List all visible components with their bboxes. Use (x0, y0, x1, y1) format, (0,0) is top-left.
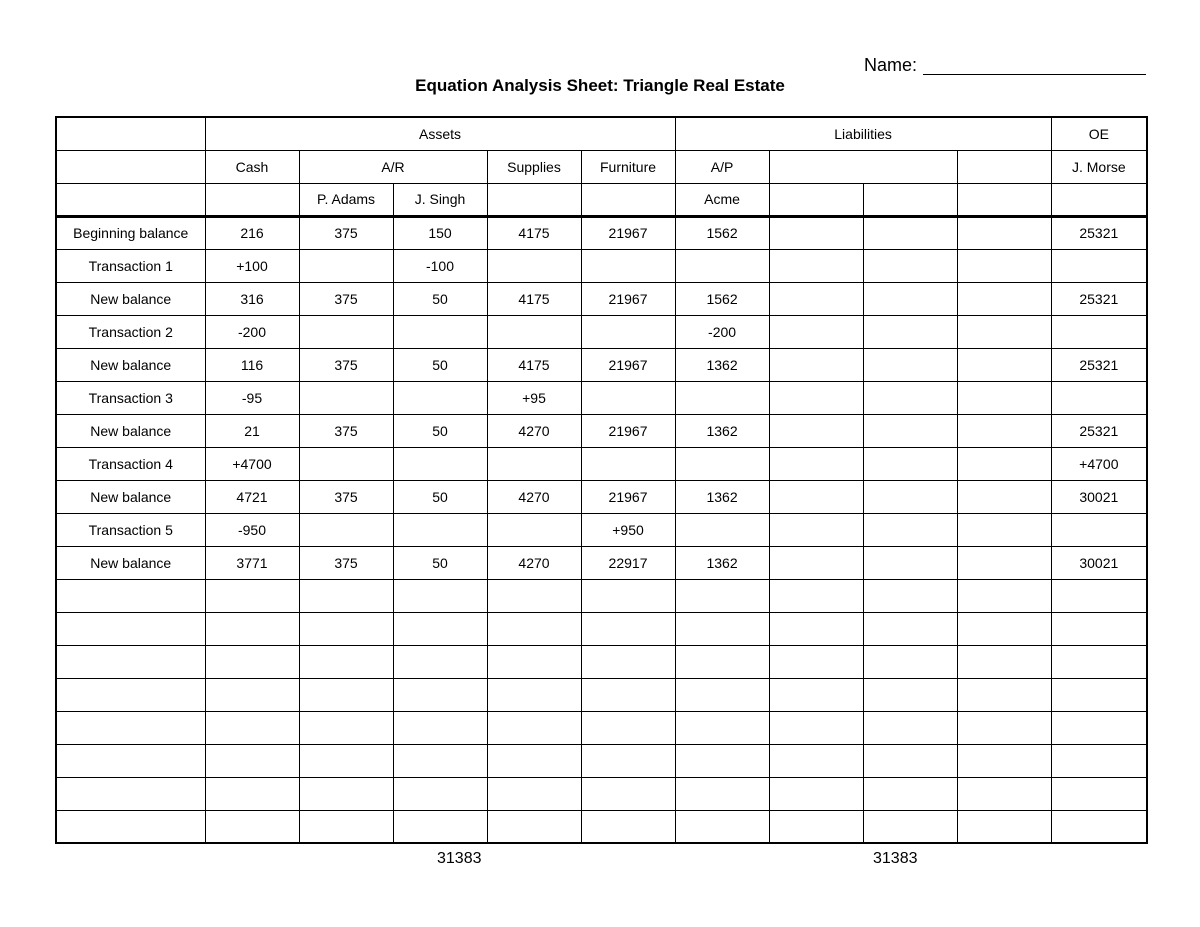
liabilities-oe-total: 31383 (873, 850, 918, 867)
liability-2-cell (769, 348, 863, 381)
liability-2-cell[interactable] (769, 678, 863, 711)
table-row (56, 612, 1147, 645)
furniture-cell: 21967 (581, 216, 675, 249)
cash-cell: 21 (205, 414, 299, 447)
owner-cell[interactable] (1051, 777, 1147, 810)
j-singh-cell: 50 (393, 480, 487, 513)
liability-header-blank (957, 150, 1051, 183)
cash-cell: 316 (205, 282, 299, 315)
empty-header-cell (863, 183, 957, 216)
liability-2-cell (769, 480, 863, 513)
owner-cell: 30021 (1051, 546, 1147, 579)
cash-cell: +4700 (205, 447, 299, 480)
acme-header: Acme (675, 183, 769, 216)
p-adams-cell: 375 (299, 546, 393, 579)
liability-3-cell (863, 348, 957, 381)
liability-3-cell (863, 282, 957, 315)
acme-cell[interactable] (675, 579, 769, 612)
liability-4-cell (957, 216, 1051, 249)
liability-header-blank (769, 150, 957, 183)
empty-header-cell (769, 183, 863, 216)
j-singh-cell (393, 513, 487, 546)
liability-4-cell (957, 315, 1051, 348)
assets-group-header: Assets (205, 117, 675, 150)
liability-2-cell[interactable] (769, 810, 863, 843)
acme-cell[interactable] (675, 678, 769, 711)
column-header-row (56, 150, 1147, 183)
cash-cell: -95 (205, 381, 299, 414)
acme-cell[interactable] (675, 744, 769, 777)
liability-2-cell[interactable] (769, 645, 863, 678)
liability-2-cell[interactable] (769, 777, 863, 810)
liability-2-cell[interactable] (769, 579, 863, 612)
owner-cell: 25321 (1051, 348, 1147, 381)
j-singh-cell[interactable] (393, 711, 487, 744)
acme-cell: 1362 (675, 348, 769, 381)
p-adams-cell[interactable] (299, 645, 393, 678)
page-title: Equation Analysis Sheet: Triangle Real Estate (415, 76, 785, 95)
owner-header: J. Morse (1051, 150, 1147, 183)
row-label-cell: New balance (56, 348, 205, 381)
acme-cell (675, 513, 769, 546)
furniture-cell: 21967 (581, 348, 675, 381)
liability-3-cell (863, 381, 957, 414)
liability-3-cell (863, 480, 957, 513)
p-adams-cell: 375 (299, 216, 393, 249)
furniture-cell[interactable] (581, 711, 675, 744)
owner-cell (1051, 513, 1147, 546)
table-row (56, 381, 1147, 414)
acme-cell[interactable] (675, 777, 769, 810)
liability-3-cell (863, 447, 957, 480)
table-row (56, 645, 1147, 678)
liability-4-cell[interactable] (957, 711, 1051, 744)
acme-cell (675, 381, 769, 414)
row-label-cell: New balance (56, 546, 205, 579)
p-adams-cell[interactable] (299, 612, 393, 645)
supplies-cell: 4175 (487, 216, 581, 249)
p-adams-cell[interactable] (299, 810, 393, 843)
owner-cell (1051, 249, 1147, 282)
j-singh-cell: 50 (393, 546, 487, 579)
liability-3-cell[interactable] (863, 678, 957, 711)
table-row (56, 810, 1147, 843)
cash-cell[interactable] (205, 645, 299, 678)
cash-cell: -200 (205, 315, 299, 348)
ar-header: A/R (299, 150, 487, 183)
row-label-cell: Transaction 3 (56, 381, 205, 414)
furniture-cell: 21967 (581, 282, 675, 315)
p-adams-cell: 375 (299, 480, 393, 513)
acme-cell (675, 249, 769, 282)
liability-3-cell (863, 216, 957, 249)
liability-4-cell[interactable] (957, 579, 1051, 612)
supplies-cell (487, 249, 581, 282)
supplies-cell: 4175 (487, 348, 581, 381)
liability-2-cell (769, 513, 863, 546)
liability-3-cell[interactable] (863, 612, 957, 645)
supplies-cell: 4270 (487, 414, 581, 447)
liabilities-group-header: Liabilities (675, 117, 1051, 150)
row-label-cell: Transaction 2 (56, 315, 205, 348)
table-row (56, 711, 1147, 744)
row-label-cell[interactable] (56, 645, 205, 678)
liability-2-cell[interactable] (769, 711, 863, 744)
furniture-cell[interactable] (581, 777, 675, 810)
liability-3-cell[interactable] (863, 711, 957, 744)
supplies-header: Supplies (487, 150, 581, 183)
table-row (56, 249, 1147, 282)
furniture-cell[interactable] (581, 579, 675, 612)
empty-header-cell (56, 150, 205, 183)
j-singh-cell[interactable] (393, 579, 487, 612)
row-label-cell: New balance (56, 480, 205, 513)
liability-4-cell (957, 282, 1051, 315)
empty-header-cell (205, 183, 299, 216)
supplies-cell[interactable] (487, 645, 581, 678)
liability-2-cell (769, 381, 863, 414)
row-label-cell[interactable] (56, 777, 205, 810)
cash-cell: -950 (205, 513, 299, 546)
furniture-cell[interactable] (581, 678, 675, 711)
owner-cell (1051, 381, 1147, 414)
j-singh-cell: 50 (393, 348, 487, 381)
supplies-cell: 4175 (487, 282, 581, 315)
liability-4-cell[interactable] (957, 777, 1051, 810)
corner-cell (56, 117, 205, 150)
liability-4-cell (957, 249, 1051, 282)
owner-cell: 25321 (1051, 216, 1147, 249)
p-adams-cell (299, 315, 393, 348)
furniture-cell (581, 381, 675, 414)
cash-cell[interactable] (205, 579, 299, 612)
j-singh-cell (393, 315, 487, 348)
j-singh-cell[interactable] (393, 678, 487, 711)
row-label-cell[interactable] (56, 678, 205, 711)
row-label-cell: New balance (56, 414, 205, 447)
p-adams-cell (299, 381, 393, 414)
table-row (56, 777, 1147, 810)
liability-3-cell (863, 546, 957, 579)
table-row (56, 414, 1147, 447)
p-adams-cell: 375 (299, 348, 393, 381)
liability-3-cell[interactable] (863, 744, 957, 777)
p-adams-cell (299, 447, 393, 480)
furniture-cell: +950 (581, 513, 675, 546)
row-label-cell: Transaction 4 (56, 447, 205, 480)
liability-3-cell[interactable] (863, 777, 957, 810)
owner-cell[interactable] (1051, 744, 1147, 777)
table-row (56, 216, 1147, 249)
supplies-cell: 4270 (487, 546, 581, 579)
liability-2-cell (769, 447, 863, 480)
acme-cell[interactable] (675, 645, 769, 678)
row-label-cell[interactable] (56, 612, 205, 645)
owner-cell[interactable] (1051, 579, 1147, 612)
table-row (56, 546, 1147, 579)
liability-2-cell (769, 315, 863, 348)
cash-cell: 3771 (205, 546, 299, 579)
empty-header-cell (1051, 183, 1147, 216)
liability-4-cell (957, 546, 1051, 579)
table-row (56, 348, 1147, 381)
liability-2-cell (769, 216, 863, 249)
p-adams-cell[interactable] (299, 744, 393, 777)
liability-2-cell[interactable] (769, 612, 863, 645)
cash-cell[interactable] (205, 678, 299, 711)
liability-4-cell[interactable] (957, 744, 1051, 777)
j-singh-cell[interactable] (393, 612, 487, 645)
p-adams-cell: 375 (299, 414, 393, 447)
liability-2-cell (769, 546, 863, 579)
supplies-cell[interactable] (487, 777, 581, 810)
table-row (56, 678, 1147, 711)
group-header-row (56, 117, 1147, 150)
p-adams-cell[interactable] (299, 777, 393, 810)
liability-4-cell (957, 447, 1051, 480)
liability-4-cell[interactable] (957, 612, 1051, 645)
liability-4-cell (957, 381, 1051, 414)
p-adams-cell[interactable] (299, 579, 393, 612)
owner-cell (1051, 315, 1147, 348)
owner-cell[interactable] (1051, 612, 1147, 645)
liability-3-cell[interactable] (863, 810, 957, 843)
p-adams-cell[interactable] (299, 678, 393, 711)
furniture-cell: 21967 (581, 414, 675, 447)
furniture-cell (581, 447, 675, 480)
acme-cell[interactable] (675, 711, 769, 744)
furniture-cell (581, 249, 675, 282)
cash-header: Cash (205, 150, 299, 183)
cash-cell: +100 (205, 249, 299, 282)
table-row (56, 282, 1147, 315)
cash-cell[interactable] (205, 711, 299, 744)
oe-group-header: OE (1051, 117, 1147, 150)
p-adams-header: P. Adams (299, 183, 393, 216)
supplies-cell[interactable] (487, 579, 581, 612)
supplies-cell (487, 447, 581, 480)
liability-4-cell[interactable] (957, 810, 1051, 843)
supplies-cell[interactable] (487, 678, 581, 711)
owner-cell: 30021 (1051, 480, 1147, 513)
table-row (56, 315, 1147, 348)
owner-cell[interactable] (1051, 810, 1147, 843)
owner-cell: 25321 (1051, 414, 1147, 447)
liability-4-cell[interactable] (957, 645, 1051, 678)
table-row (56, 447, 1147, 480)
furniture-cell: 21967 (581, 480, 675, 513)
cash-cell[interactable] (205, 777, 299, 810)
assets-total: 31383 (437, 850, 482, 867)
cash-cell: 116 (205, 348, 299, 381)
j-singh-cell[interactable] (393, 810, 487, 843)
owner-cell: 25321 (1051, 282, 1147, 315)
row-label-cell[interactable] (56, 579, 205, 612)
j-singh-cell: 50 (393, 414, 487, 447)
j-singh-cell[interactable] (393, 645, 487, 678)
row-label-cell: New balance (56, 282, 205, 315)
acme-cell: 1562 (675, 216, 769, 249)
supplies-cell[interactable] (487, 711, 581, 744)
furniture-cell[interactable] (581, 645, 675, 678)
table-row (56, 744, 1147, 777)
furniture-cell[interactable] (581, 612, 675, 645)
owner-cell[interactable] (1051, 711, 1147, 744)
acme-cell: 1362 (675, 546, 769, 579)
liability-4-cell[interactable] (957, 678, 1051, 711)
acme-cell[interactable] (675, 810, 769, 843)
p-adams-cell[interactable] (299, 711, 393, 744)
acme-cell[interactable] (675, 612, 769, 645)
subcolumn-header-row (56, 183, 1147, 216)
j-singh-cell[interactable] (393, 744, 487, 777)
liability-2-cell (769, 282, 863, 315)
furniture-cell[interactable] (581, 810, 675, 843)
liability-3-cell[interactable] (863, 645, 957, 678)
empty-header-cell (487, 183, 581, 216)
p-adams-cell: 375 (299, 282, 393, 315)
liability-4-cell (957, 480, 1051, 513)
cash-cell[interactable] (205, 810, 299, 843)
table-row (56, 513, 1147, 546)
liability-3-cell (863, 513, 957, 546)
j-singh-cell (393, 381, 487, 414)
j-singh-cell[interactable] (393, 777, 487, 810)
liability-2-cell (769, 414, 863, 447)
empty-header-cell (581, 183, 675, 216)
j-singh-cell: 150 (393, 216, 487, 249)
row-label-cell: Transaction 1 (56, 249, 205, 282)
liability-3-cell (863, 249, 957, 282)
j-singh-cell: -100 (393, 249, 487, 282)
supplies-cell[interactable] (487, 744, 581, 777)
j-singh-header: J. Singh (393, 183, 487, 216)
acme-cell: 1562 (675, 282, 769, 315)
supplies-cell (487, 315, 581, 348)
acme-cell (675, 447, 769, 480)
liability-4-cell (957, 513, 1051, 546)
liability-2-cell (769, 249, 863, 282)
furniture-cell (581, 315, 675, 348)
supplies-cell (487, 513, 581, 546)
liability-3-cell (863, 315, 957, 348)
j-singh-cell (393, 447, 487, 480)
owner-cell: +4700 (1051, 447, 1147, 480)
row-label-cell: Transaction 5 (56, 513, 205, 546)
row-label-cell[interactable] (56, 810, 205, 843)
row-label-cell[interactable] (56, 711, 205, 744)
cash-cell: 216 (205, 216, 299, 249)
ap-header: A/P (675, 150, 769, 183)
supplies-cell[interactable] (487, 810, 581, 843)
furniture-cell: 22917 (581, 546, 675, 579)
owner-cell[interactable] (1051, 645, 1147, 678)
cash-cell[interactable] (205, 612, 299, 645)
p-adams-cell (299, 513, 393, 546)
cash-cell: 4721 (205, 480, 299, 513)
acme-cell: 1362 (675, 414, 769, 447)
p-adams-cell (299, 249, 393, 282)
furniture-header: Furniture (581, 150, 675, 183)
row-label-cell[interactable] (56, 744, 205, 777)
row-label-cell: Beginning balance (56, 216, 205, 249)
cash-cell[interactable] (205, 744, 299, 777)
name-label: Name: (864, 55, 918, 75)
supplies-cell: +95 (487, 381, 581, 414)
acme-cell: -200 (675, 315, 769, 348)
supplies-cell[interactable] (487, 612, 581, 645)
j-singh-cell: 50 (393, 282, 487, 315)
furniture-cell[interactable] (581, 744, 675, 777)
empty-header-cell (957, 183, 1051, 216)
liability-4-cell (957, 414, 1051, 447)
table-row (56, 579, 1147, 612)
liability-3-cell (863, 414, 957, 447)
supplies-cell: 4270 (487, 480, 581, 513)
liability-4-cell (957, 348, 1051, 381)
equation-table (55, 116, 1148, 844)
acme-cell: 1362 (675, 480, 769, 513)
liability-2-cell[interactable] (769, 744, 863, 777)
owner-cell[interactable] (1051, 678, 1147, 711)
empty-header-cell (56, 183, 205, 216)
table-row (56, 480, 1147, 513)
liability-3-cell[interactable] (863, 579, 957, 612)
